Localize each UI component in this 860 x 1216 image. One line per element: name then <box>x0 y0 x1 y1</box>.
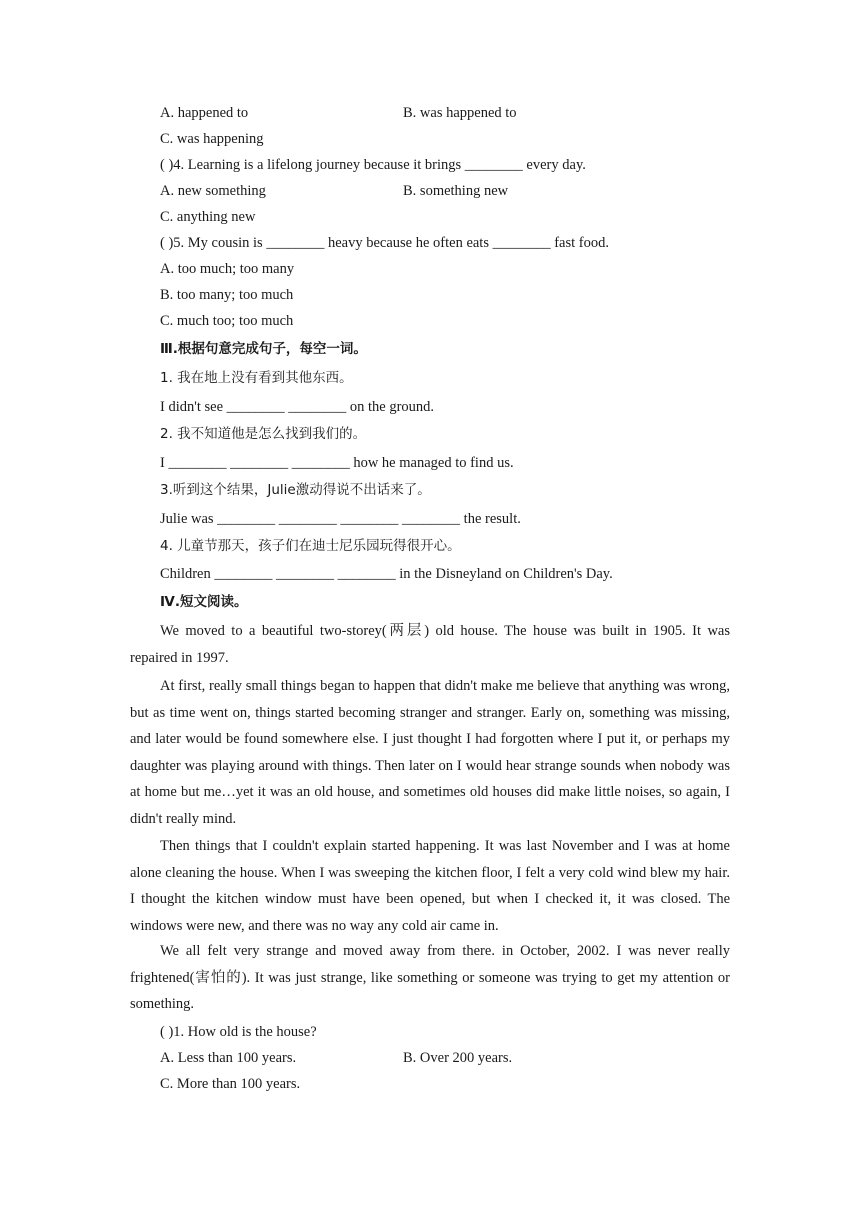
q5-option-a: A. too much; too many <box>160 261 295 277</box>
section-3-item-1-en: I didn't see ________ ________ on the ground. <box>160 399 435 415</box>
q3-option-a: A. happened to <box>160 105 249 121</box>
section-4-heading: Ⅳ.短文阅读。 <box>160 594 248 610</box>
q3-option-c: C. was happening <box>160 131 264 147</box>
passage-paragraph-1: We moved to a beautiful two-storey(两层) old house. The house was built in 1905. It was repaired in 1997. <box>130 623 730 666</box>
section-3-item-4-en: Children ________ ________ ________ in the Disneyland on Children's Day. <box>160 566 613 582</box>
passage-paragraph-2: At first, really small things began to happen that didn't make me believe that anything was wrong, but as time went on, things started becoming stranger and stranger. Early on, something was missing, and later would be found somewhere else. I just thought I had forgotten where I put it, or perhaps my daughter was playing around with things. Then later on I would hear strange sounds when nobody was at home but me…yet it was an old house, and sometimes old houses did make little noises, so again, I didn't really mind. <box>130 678 730 827</box>
section-3-item-2-cn: 2. 我不知道他是怎么找到我们的。 <box>160 426 367 442</box>
reading-q1-option-a: A. Less than 100 years. <box>160 1050 297 1066</box>
section-3-item-4-cn: 4. 儿童节那天，孩子们在迪士尼乐园玩得很开心。 <box>160 538 461 554</box>
section-3-item-3-cn: 3.听到这个结果，Julie激动得说不出话来了。 <box>160 482 431 498</box>
q4-option-b: B. something new <box>403 183 509 199</box>
section-3-item-2-en: I ________ ________ ________ how he managed to find us. <box>160 455 514 471</box>
reading-q1-stem: ( )1. How old is the house? <box>160 1024 317 1040</box>
reading-q1-option-c: C. More than 100 years. <box>160 1076 301 1092</box>
q4-stem: ( )4. Learning is a lifelong journey because it brings ________ every day. <box>160 157 586 173</box>
q5-option-c: C. much too; too much <box>160 313 294 329</box>
passage-paragraph-4: We all felt very strange and moved away from there. in October, 2002. I was never really frightened(害怕的). It was just strange, like something or someone was trying to get my attention or something. <box>130 943 730 1012</box>
passage-paragraph-3: Then things that I couldn't explain started happening. It was last November and I was at home alone cleaning the house. When I was sweeping the kitchen floor, I felt a very cold wind blew my hair. I thought the kitchen window must have been opened, but when I checked it, it was closed. The windows were new, and there was no way any cold air came in. <box>130 838 730 934</box>
q4-option-c: C. anything new <box>160 209 256 225</box>
q5-stem: ( )5. My cousin is ________ heavy because he often eats ________ fast food. <box>160 235 609 251</box>
section-3-heading: Ⅲ.根据句意完成句子，每空一词。 <box>160 341 367 357</box>
reading-q1-option-b: B. Over 200 years. <box>403 1050 513 1066</box>
section-3-item-1-cn: 1. 我在地上没有看到其他东西。 <box>160 370 353 386</box>
section-3-item-3-en: Julie was ________ ________ ________ ________ the result. <box>160 511 521 527</box>
q5-option-b: B. too many; too much <box>160 287 294 303</box>
q3-option-b: B. was happened to <box>403 105 517 121</box>
q4-option-a: A. new something <box>160 183 266 199</box>
